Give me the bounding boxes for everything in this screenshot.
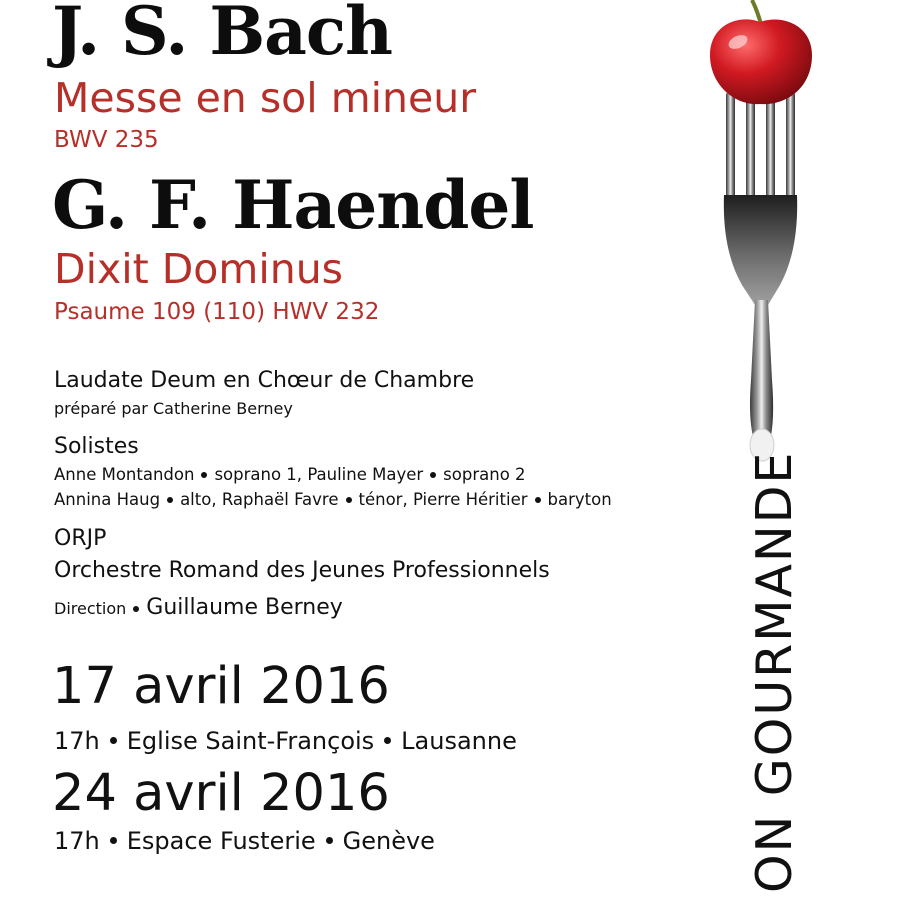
concert-date-1: 17 avril 2016: [52, 657, 390, 716]
soloist-name: Annina Haug: [54, 490, 161, 509]
cherry: [710, 19, 812, 104]
soloists-heading: Solistes: [54, 434, 139, 459]
direction-label: Direction: [54, 599, 127, 618]
concert-city: Lausanne: [401, 727, 517, 755]
composer-bach: J. S. Bach: [52, 0, 393, 70]
fork-tine: [786, 92, 795, 207]
orchestra-acronym: ORJP: [54, 526, 107, 551]
choir-name: Laudate Deum en Chœur de Chambre: [54, 368, 475, 393]
soloist-role: ténor,: [358, 490, 408, 509]
concert-details-2: [54, 825, 435, 857]
bullet-dot: [167, 497, 173, 503]
bullet-dot: [346, 497, 352, 503]
bullet-dot: [110, 837, 117, 844]
soloist-name: Pauline Mayer: [307, 465, 424, 484]
fork-handle: [750, 300, 773, 440]
fork-tine: [746, 92, 755, 207]
vertical-title: ON GOURMANDE: [746, 450, 803, 893]
soloist-role: soprano 2: [443, 465, 526, 484]
soloist-role: baryton: [547, 490, 612, 509]
bullet-dot: [535, 497, 541, 503]
soloist-role: soprano 1,: [214, 465, 303, 484]
bullet-dot: [201, 472, 207, 478]
soloist-name: Anne Montandon: [54, 465, 195, 484]
bullet-dot: [430, 472, 436, 478]
bullet-dot: [110, 737, 117, 744]
bullet-dot: [326, 837, 333, 844]
direction-line: [54, 593, 343, 624]
catalog-haendel: Psaume 109 (110) HWV 232: [54, 299, 380, 325]
work-title-bach: Messe en sol mineur: [54, 74, 477, 122]
concert-time: 17h: [54, 827, 100, 855]
composer-haendel: G. F. Haendel: [52, 166, 534, 244]
fork-head: [724, 195, 797, 305]
orchestra-name: Orchestre Romand des Jeunes Professionnels: [54, 558, 550, 583]
concert-venue: Eglise Saint-François: [126, 727, 375, 755]
concert-city: Genève: [342, 827, 435, 855]
choir-preparer: préparé par Catherine Berney: [54, 399, 293, 418]
bullet-dot: [133, 606, 139, 612]
director-name: Guillaume Berney: [146, 595, 343, 620]
fork-tine: [766, 92, 775, 207]
fork-tine: [726, 92, 735, 207]
work-title-haendel: Dixit Dominus: [54, 245, 344, 293]
soloists-line-1: [54, 464, 526, 486]
concert-details-1: [54, 725, 517, 757]
concert-time: 17h: [54, 727, 100, 755]
footer-cutoff: [54, 893, 404, 900]
soloist-role: alto,: [180, 490, 217, 509]
soloist-name: Raphaël Favre: [221, 490, 339, 509]
bullet-dot: [384, 737, 391, 744]
catalog-bach: BWV 235: [54, 127, 159, 153]
soloists-line-2: [54, 489, 612, 511]
soloist-name: Pierre Héritier: [412, 490, 528, 509]
cherry-fork-illustration: [700, 0, 830, 470]
concert-date-2: 24 avril 2016: [52, 764, 390, 823]
concert-venue: Espace Fusterie: [126, 827, 316, 855]
